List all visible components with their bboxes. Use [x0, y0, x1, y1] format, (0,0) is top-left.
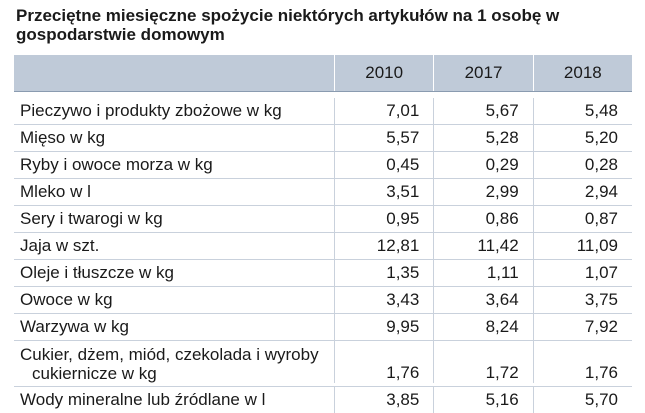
table-row	[14, 314, 632, 341]
cell-value: 1,11	[433, 260, 532, 286]
cell-value: 8,24	[433, 314, 532, 340]
cell-value: 0,28	[533, 152, 632, 178]
row-label: Pieczywo i produkty zbożowe w kg	[20, 101, 282, 120]
table-row	[14, 98, 632, 125]
row-label	[14, 345, 334, 383]
cell-value: 1,76	[334, 341, 433, 383]
cell-value: 2,99	[433, 179, 532, 205]
row-label-line1: Cukier, dżem, miód, czekolada i wyroby	[20, 345, 319, 364]
cell-value: 7,92	[533, 314, 632, 340]
cell-value: 1,35	[334, 260, 433, 286]
row-label: Warzywa w kg	[20, 317, 129, 336]
header-year-2017: 2017	[433, 55, 532, 91]
cell-value: 5,57	[334, 125, 433, 151]
cell-value: 5,70	[533, 387, 632, 413]
cell-value: 12,81	[334, 233, 433, 259]
cell-value: 11,42	[433, 233, 532, 259]
cell-value: 1,76	[533, 341, 632, 383]
cell-value: 5,28	[433, 125, 532, 151]
table-row	[14, 125, 632, 152]
cell-value: 11,09	[533, 233, 632, 259]
header-year-2010: 2010	[334, 55, 433, 91]
table-row	[14, 341, 632, 387]
row-label: Jaja w szt.	[20, 236, 100, 255]
cell-value: 0,87	[533, 206, 632, 232]
cell-value: 9,95	[334, 314, 433, 340]
cell-value: 7,01	[334, 98, 433, 124]
cell-value: 3,85	[334, 387, 433, 413]
row-label: Ryby i owoce morza w kg	[20, 155, 213, 174]
cell-value: 0,86	[433, 206, 532, 232]
cell-value: 3,75	[533, 287, 632, 313]
cell-value: 3,43	[334, 287, 433, 313]
cell-value: 1,72	[433, 341, 532, 383]
cell-value: 3,64	[433, 287, 532, 313]
table-row	[14, 387, 632, 413]
consumption-table	[14, 55, 632, 413]
row-label: Oleje i tłuszcze w kg	[20, 263, 174, 282]
cell-value: 5,20	[533, 125, 632, 151]
row-label-line2: cukiernicze w kg	[32, 364, 157, 383]
row-label: Sery i twarogi w kg	[20, 209, 163, 228]
cell-value: 1,07	[533, 260, 632, 286]
row-label: Mleko w l	[20, 182, 91, 201]
cell-value: 0,95	[334, 206, 433, 232]
row-label: Owoce w kg	[20, 290, 113, 309]
table-row	[14, 233, 632, 260]
table-title: Przeciętne miesięczne spożycie niektórych artykułów na 1 osobę w gospodarstwie domowym	[16, 6, 560, 44]
cell-value: 5,16	[433, 387, 532, 413]
cell-value: 5,48	[533, 98, 632, 124]
table-row	[14, 287, 632, 314]
table-header	[14, 55, 632, 92]
table-row	[14, 179, 632, 206]
table-row	[14, 152, 632, 179]
cell-value: 0,45	[334, 152, 433, 178]
table-row	[14, 260, 632, 287]
row-label: Wody mineralne lub źródlane w l	[20, 390, 266, 409]
row-label: Mięso w kg	[20, 128, 106, 147]
cell-value: 2,94	[533, 179, 632, 205]
header-label-cell	[14, 55, 334, 91]
cell-value: 0,29	[433, 152, 532, 178]
table-row	[14, 206, 632, 233]
header-year-2018: 2018	[533, 55, 632, 91]
cell-value: 3,51	[334, 179, 433, 205]
cell-value: 5,67	[433, 98, 532, 124]
